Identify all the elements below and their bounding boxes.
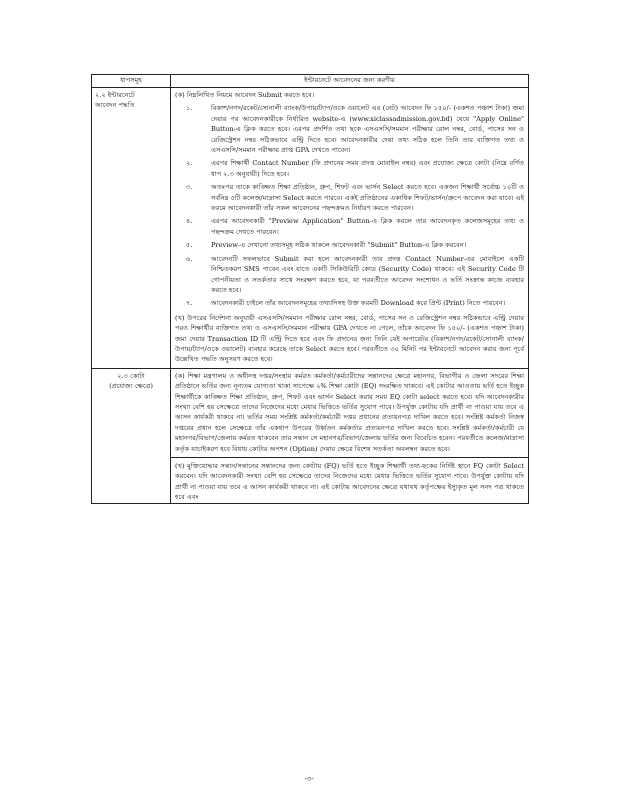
list-item <box>175 182 524 213</box>
list-item <box>175 240 524 250</box>
list-item <box>175 216 524 237</box>
admission-steps-table <box>91 74 529 504</box>
section-label-online <box>92 88 171 369</box>
section-label-line2: (প্রযোজ্য ক্ষেত্রে) <box>109 382 153 391</box>
table-row-online-application <box>92 88 529 369</box>
header-actions: ইন্টারনেটে আবেদনের জন্য করণীয় <box>171 75 529 88</box>
list-item <box>175 254 524 296</box>
list-item <box>175 158 524 179</box>
list-item-text: এরপর আবেদনকারী "Preview Application" Button-এ ক্লিক করলে তার আবেদনকৃত কলেজসমূহের তথ্য ও পছন্দক্রম দেখতে পারবেন। <box>211 217 525 236</box>
list-item-text: Preview-এ দেখানো তথ্যসমূহ সঠিক থাকলে আবেদনকারী "Submit" Button-এ ক্লিক করবেন। <box>211 241 467 250</box>
list-item-number: ১. <box>186 104 193 113</box>
list-item-text: আবেদনকারী চাইলে তাঁর আবেদনসমূহের তথ্যাদিসহ উক্ত ফরমটি Download করে প্রিন্ট (Print) নিতে পারবেন। <box>211 299 506 308</box>
section-label-line2: আবেদন পদ্ধতি <box>95 101 135 110</box>
page-number: -৩- <box>304 775 314 783</box>
list-item <box>175 298 524 308</box>
list-item-text: এরপর শিক্ষার্থী Contact Number (ফি প্রদানের সময় প্রদত্ত মোবাইল নম্বর) এবং প্রযোজ্য ক্ষেত্রে কোটা (নিম্নে বর্ণিত ধাপ ২.৩ অনুযায়ী) দিতে হবে। <box>211 159 524 178</box>
table-row-quota <box>92 368 529 503</box>
list-item-number: ৭. <box>186 299 193 308</box>
quota-part-kha: (খ) মুক্তিযোদ্ধার সন্তান/সন্তানের সন্তানদের জন্য কোটায় (FQ) ভর্তি হতে ইচ্ছুক শিক্ষার্থী তথ্য-ছকের নির্দিষ্ট স্থানে FQ কোটা Select করবেন। যদি আবেদনকারী সংখ্যা বেশি হয় সেক্ষেত্রে তাদের নিজেদের মধ্যে মেধার ভিত্তিতে ভর্তির সুযোগ পাবে। উপর্যুক্ত কোটায় যদি প্রার্থী না পাওয়া যায় তবে এ আসন কার্যকরী থাকবে না। এই কোটায় আবেদনের ক্ষেত্রে যথাযথ কর্তৃপক্ষের ইস্যুকৃত মূল সনদ পত্র থাকতে হবে এবং <box>175 462 524 502</box>
list-item <box>175 103 524 155</box>
section-content-online <box>171 88 529 369</box>
list-item-number: ৫. <box>186 241 193 250</box>
list-item-text: বিকাশ/নগদ/রকেট/সোনালী ব্যাংক/উপায়/ট্যাপ/ওকে ওয়ালেট এর (নেট) আবেদন ফি ১৫০/- (একশত পঞ্চাশ টাকা) জমা দেয়ার পর আবেদনকারীকে নির্ধারিত website-এ (www.xiclassadmission.gov.bd) যেয়ে "Apply Online" Button-এ ক্লিক করতে হবে। এরপর প্রদর্শিত তথ্য ছকে এসএসসি/সমমান পরীক্ষার রোল নম্বর, বোর্ড, পাসের সন ও রেজিস্ট্রেশন নম্বর সঠিকভাবে এন্ট্রি দিতে হবে। আবেদনকারীর দেয়া তথ্য সঠিক হলে তিনি তার ব্যক্তিগত তথ্য ও এসএসসি/সমমান পরীক্ষায় প্রাপ্ত GPA দেখতে পাবেন। <box>211 104 524 155</box>
section-label-line1: ২.২ ইন্টারনেটে <box>95 91 135 99</box>
list-item-text: আবেদনটি সফলভাবে Submit করা হলে আবেদনকারী তার প্রদত্ত Contact Number-এর মোবাইলে একটি নিশ্চিতকরণ SMS পাবেন এবং যাতে একটি সিকিউরিটি কোড (Security Code) থাকবে। এই Security Code টি গোপনীয়তা ও সতর্কতার সাথে সংরক্ষণ করতে হবে, যা পরবর্তীতে আবেদন সংশোধন ও ভর্তি সংক্রান্ত কাজে ব্যবহার করতে হবে। <box>211 254 524 294</box>
list-item-number: ২. <box>186 159 193 168</box>
list-item-number: ৪. <box>186 217 193 226</box>
list-item-number: ৩. <box>186 183 193 192</box>
table-header-row <box>92 75 529 88</box>
part-ka-intro: (ক) নিম্নলিখিত নিয়মে আবেদন Submit করতে হবে। <box>175 91 315 99</box>
section-label-quota <box>92 368 171 503</box>
section-label-line1: ২.৩ কোটা <box>117 371 145 380</box>
list-item-number: ৬. <box>186 254 193 263</box>
part-kha-paragraph: (খ) উপরের নির্দেশনা অনুযায়ী এসএসসি/সমমান পরীক্ষার রোল নম্বর, বোর্ড, পাসের সন ও রেজিস্ট্রেশন নম্বর সঠিকভাবে এন্ট্রি দেয়ার পরও শিক্ষার্থীর ব্যক্তিগত তথ্য ও এসএসসি/সমমান পরীক্ষায় GPA দেখতে না পেলে, তাঁকে আবেদন ফি ১৫০/- (একশত পঞ্চাশ টাকা) জমা দেয়ার Transaction ID টি এন্ট্রি দিতে হবে এবং ফি প্রদানের জন্য তিনি যেই অপারেটর (বিকাশ/নগদ/রকেট/সোনালী ব্যাংক/উপায়/ট্যাপ/ওকে ওয়ালেট) ব্যবহার করেছে তাকে Select করতে হবে। পরবর্তীতে ৩০ মিনিট পর ইন্টারনেটে আবেদন করার জন্য পূর্বে উল্লেখিত পদ্ধতি অনুসরণ করতে হবে। <box>175 313 524 364</box>
header-steps: ধাপসমূহ <box>92 75 171 88</box>
list-item-text: অতঃপর তাকে কাঙ্ক্ষিত শিক্ষা প্রতিষ্ঠান, গ্রুপ, শিফট এবং ভার্সন Select করতে হবে। একজন শিক্ষার্থী সর্বোচ্চ ১০টি ও সর্বনিম্ন ৫টি কলেজ/মাদ্রাসা Select করতে পারবে। একই প্রতিষ্ঠানের একাধিক শিফট/ভার্সন/গ্রুপে আবেদন করা যাবে। এই ফরমে আবেদনকারী তাঁর সকল আবেদনের পছন্দক্রমও নির্ধারণ করতে পারবেন। <box>211 183 524 213</box>
section-content-quota <box>171 368 529 503</box>
quota-part-ka: (ক) শিক্ষা মন্ত্রণালয় ও অধীনস্থ দপ্তর/সংস্থায় কর্মরত কর্মকর্তা/কর্মচারীদের সন্তানদের ক্ষেত্রে মহানগর, বিভাগীয় ও জেলা সদরের শিক্ষা প্রতিষ্ঠানে ভর্তির জন্য নূন্যতম যোগ্যতা থাকা সাপেক্ষে ২% শিক্ষা কোটা (EQ) সংরক্ষিত থাকবে। এই কোটার আওতায় ভর্তি হতে ইচ্ছুক শিক্ষার্থীকে কাঙ্ক্ষিত শিক্ষা প্রতিষ্ঠান, গ্রুপ, শিফট এবং ভার্সন Select করার সময় EQ কোটা select করতে হবে। যদি আবেদনকারীর সংখ্যা বেশি হয় সেক্ষেত্রে তাদের নিজেদের মধ্যে মেধার ভিত্তিতে ভর্তির সুযোগ পাবে। উপর্যুক্ত কোটায় যদি প্রার্থী না পাওয়া যায় তবে এ আসন কার্যকরী থাকবে না। ভর্তির সময় সংশ্লিষ্ট কর্মকর্তা/কর্মচারী দপ্তর প্রধানের প্রত্যয়নপত্র দাখিল করতে হবে। সংশ্লিষ্ট কর্মকর্তা নিজস্ব দপ্তরের প্রধান হলে সেক্ষেত্রে তাঁর একধাপ উপরের উর্ধ্বতন কর্মকর্তার প্রত্যয়নপত্র দাখিল করতে হবে। সংশ্লিষ্ট কর্মকর্তা/কর্মচারী যে মহানগর/বিভাগ/জেলায় কর্মরত থাকবেন তার সন্তান সে মহানগর/বিভাগ/জেলায় ভর্তির জন্য বিবেচিত হবেন। পরবর্তীতে কলেজ/মাদ্রাসা কর্তৃক যাচাইকরণ হবে বিধায় কোটার অপশন (Option) দেয়ার ক্ষেত্রে বিশেষ সতর্কতা অবলম্বন করতে হবে। <box>171 369 528 458</box>
